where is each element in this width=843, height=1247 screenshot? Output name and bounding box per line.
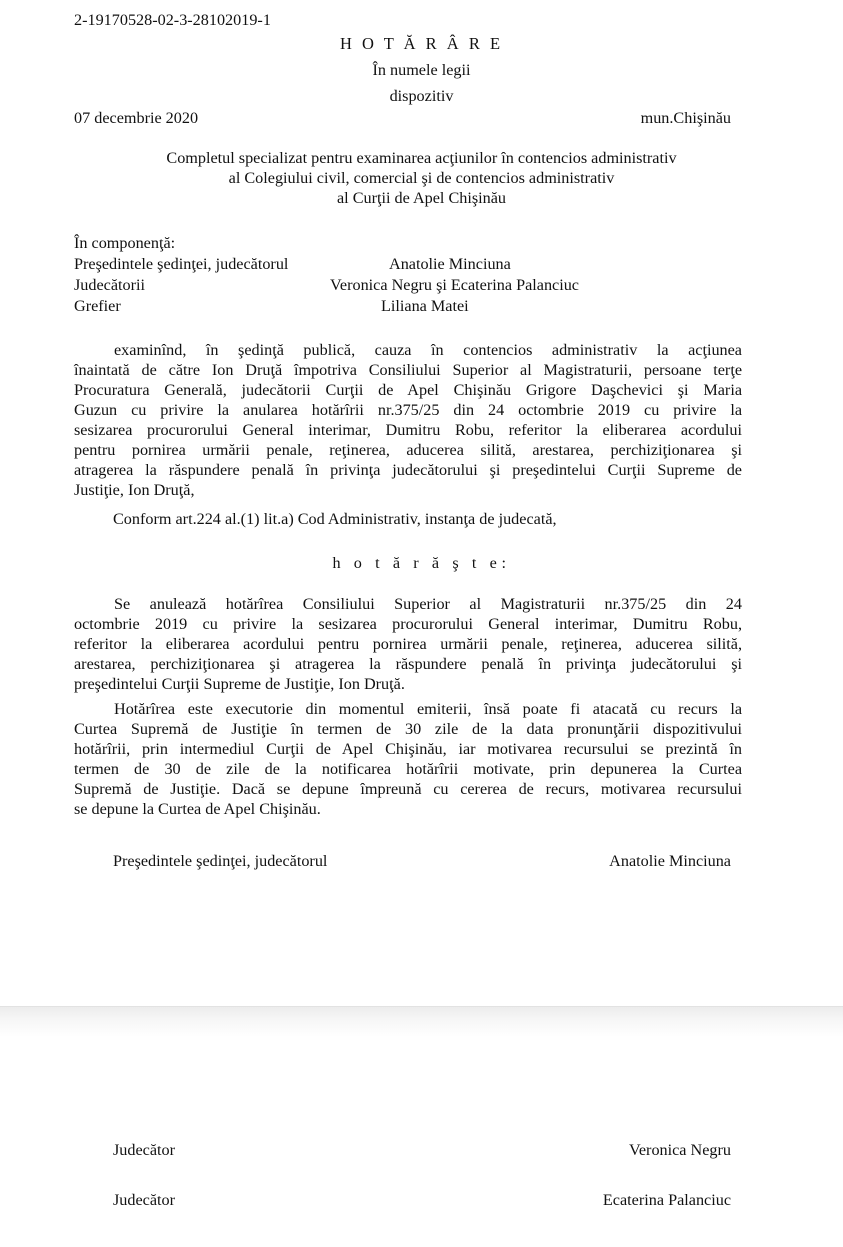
paragraph-line: pentru pornirea urmării penale, reţinerea, aducerea silită, arestarea, perchiziţionarea şi	[74, 441, 742, 459]
paragraph-line: înaintată de către Ion Druţă împotriva Consiliului Superior al Magistraturii, persoane terţe	[74, 361, 742, 379]
document-date: 07 decembrie 2020	[74, 109, 199, 127]
paragraph-line: Justiţie, Ion Druţă,	[74, 481, 195, 499]
document-subtitle-type: dispozitiv	[389, 87, 454, 105]
paragraph-line: atragerea la răspundere penală în privinţa judecătorului şi preşedintelui Curţii Supreme de	[74, 461, 742, 479]
composition-name: Anatolie Minciuna	[389, 255, 511, 273]
paragraph-line: termen de 30 de zile de la notificarea hotărîrii motivate, prin depunerea la Curtea	[74, 760, 742, 778]
paragraph-line: octombrie 2019 cu privire la sesizarea procurorului General interimar, Dumitru Robu,	[74, 615, 742, 633]
signature-role-president: Preşedintele şedinţei, judecătorul	[113, 852, 328, 870]
paragraph-line: Curtea Supremă de Justiţie în termen de 30 zile de la data pronunţării dispozitivului	[74, 720, 742, 738]
court-block	[0, 148, 843, 208]
paragraph-line: Guzun cu privire la anularea hotărîrii nr.375/25 din 24 octombrie 2019 cu privire la	[74, 401, 742, 419]
document-city: mun.Chişinău	[640, 109, 731, 127]
signature-name-judge-2: Ecaterina Palanciuc	[602, 1191, 731, 1209]
court-line-3: al Curţii de Apel Chişinău	[336, 189, 507, 207]
legal-basis: Conform art.224 al.(1) lit.a) Cod Administrativ, instanţa de judecată,	[113, 510, 557, 528]
page-break-divider	[0, 1006, 843, 1037]
signature-role-judge-2: Judecător	[113, 1191, 176, 1209]
signature-name-judge-1: Veronica Negru	[628, 1141, 731, 1159]
composition-role: Preşedintele şedinţei, judecătorul	[74, 255, 289, 273]
paragraph-line: Procuratura Generală, judecătorii Curţii de Apel Chişinău Grigore Daşchevici şi Maria	[74, 381, 742, 399]
composition-heading: În componenţă:	[74, 234, 176, 252]
paragraph-line: hotărîrii, prin intermediul Curţii de Apel Chişinău, iar motivarea recursului se prezintă în	[74, 740, 742, 758]
decides-heading: h o t ă r ă ş t e:	[332, 554, 511, 572]
court-line-2: al Colegiului civil, comercial şi de contencios administrativ	[228, 169, 615, 187]
composition-role: Judecătorii	[74, 276, 146, 294]
appeal-paragraph	[74, 699, 742, 819]
paragraph-line: sesizarea procurorului General interimar, Dumitru Robu, referitor la eliberarea acordului	[74, 421, 742, 439]
examination-paragraph	[74, 340, 742, 500]
composition-name: Veronica Negru şi Ecaterina Palanciuc	[330, 276, 579, 294]
paragraph-line: Supremă de Justiţie. Dacă se depune împreună cu cererea de recurs, motivarea recursului	[74, 780, 742, 798]
case-number: 2-19170528-02-3-28102019-1	[74, 11, 271, 29]
paragraph-line: examinînd, în şedinţă publică, cauza în contencios administrativ la acţiunea	[114, 341, 742, 359]
document-title: H O T Ă R Â R E	[339, 34, 504, 53]
paragraph-line: se depune la Curtea de Apel Chişinău.	[74, 800, 321, 818]
paragraph-line: Se anulează hotărîrea Consiliului Superior al Magistraturii nr.375/25 din 24	[114, 595, 742, 613]
document-subtitle-law: În numele legii	[372, 61, 471, 79]
signature-name-president: Anatolie Minciuna	[609, 852, 731, 870]
composition-role: Grefier	[74, 297, 121, 315]
paragraph-line: referitor la eliberarea acordului pentru pornirea urmării penale, reţinerea, aducerea silită,	[74, 635, 742, 653]
paragraph-line: arestarea, perchiziţionarea şi atragerea la răspundere penală în privinţa judecătorului şi	[74, 655, 742, 673]
ruling-paragraph	[74, 594, 742, 694]
composition-name: Liliana Matei	[381, 297, 469, 315]
signature-role-judge-1: Judecător	[113, 1141, 176, 1159]
court-line-1: Completul specializat pentru examinarea acţiunilor în contencios administrativ	[166, 149, 677, 167]
paragraph-line: Hotărîrea este executorie din momentul emiterii, însă poate fi atacată cu recurs la	[114, 700, 742, 718]
paragraph-line: preşedintelui Curţii Supreme de Justiţie, Ion Druţă.	[74, 675, 405, 693]
